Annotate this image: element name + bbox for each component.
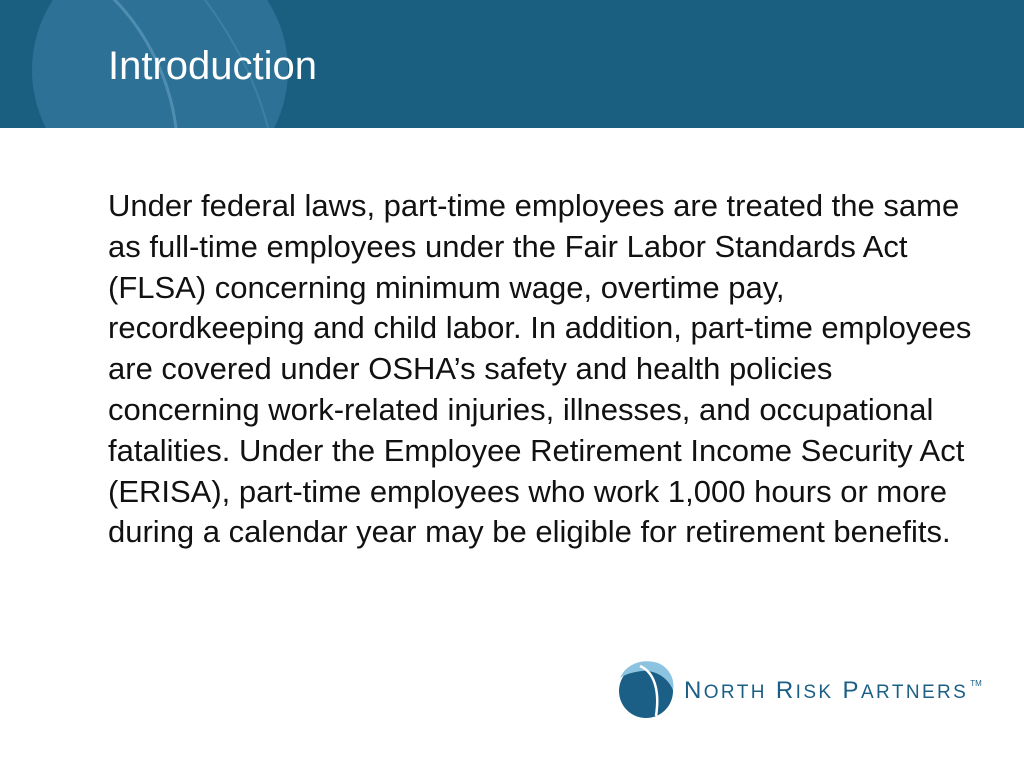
body-paragraph: Under federal laws, part-time employees are treated the same as full-time employees under the Fair Labor Standards Act (FLSA) concerning minimum wage, overtime pay, recordkeeping and child labor. In addition, part-time employees are covered under OSHA’s safety and health policies concerning work-related injuries, illnesses, and occupational fatalities. Under the Employee Retirement Income Security Act (ERISA), part-time employees who work 1,000 hours or more during a calendar year may be eligible for retirement benefits. <box>108 188 972 550</box>
trademark-symbol: TM <box>970 679 982 688</box>
logo-wordmark: NORTH RISK PARTNERS ™ <box>684 677 982 704</box>
header-band <box>0 0 1024 128</box>
slide-title: Introduction <box>108 44 318 88</box>
globe-logo-icon <box>618 660 676 718</box>
company-logo <box>618 660 988 718</box>
